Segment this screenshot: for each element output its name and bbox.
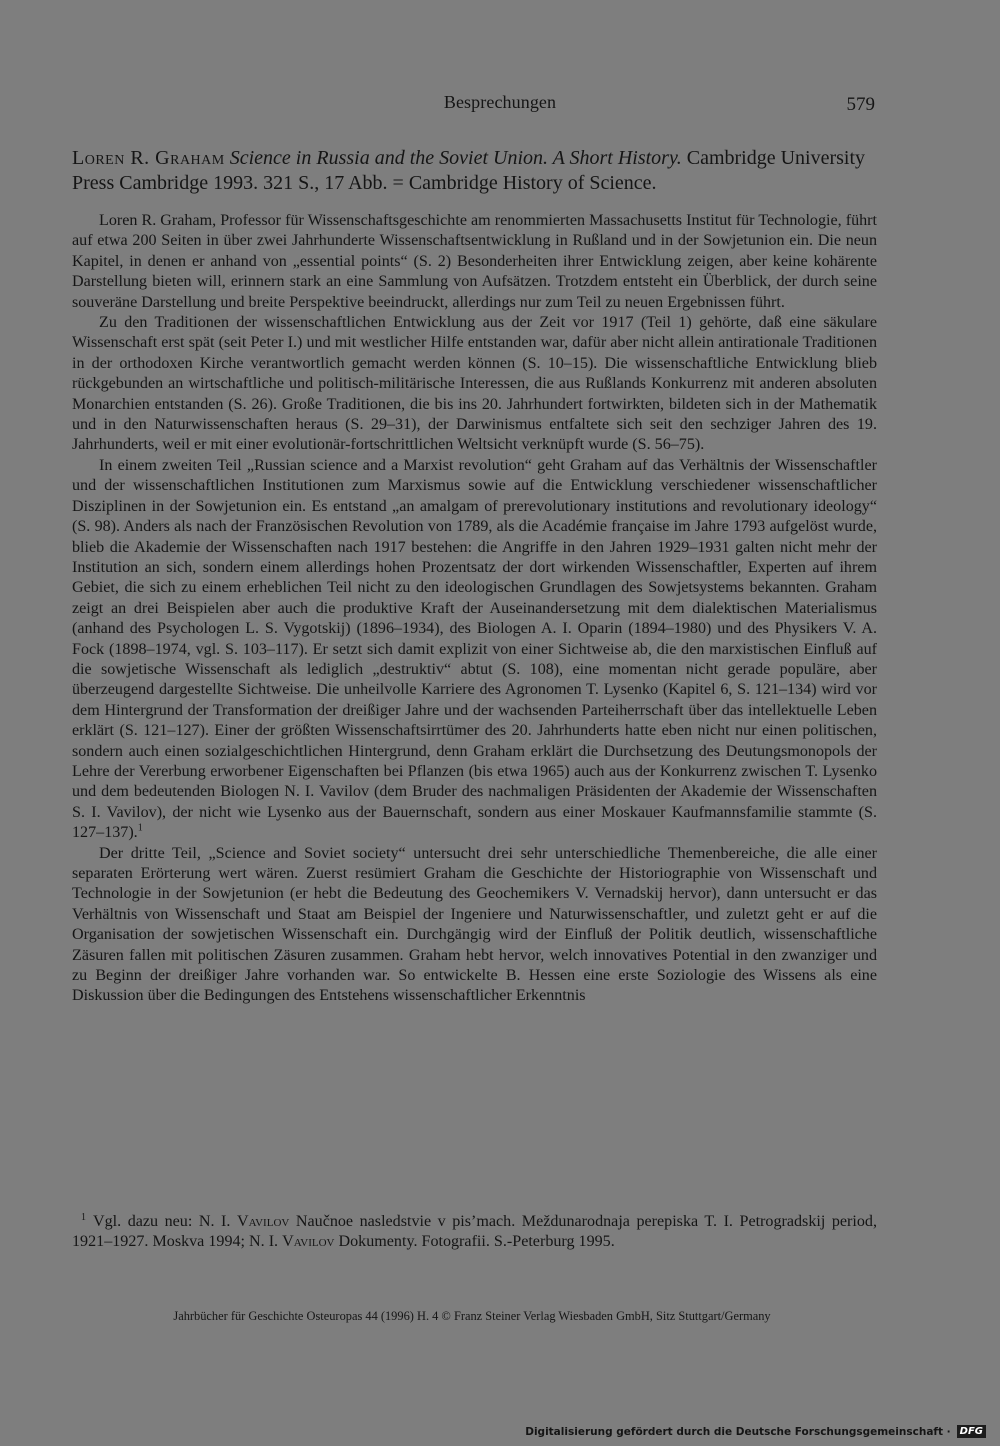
review-body [72,211,877,1007]
footnote-text: Dokumenty. Fotografii. S.-Peterburg 1995. [334,1233,615,1251]
citation-author: Loren R. Graham [72,147,225,169]
footnote-reference[interactable]: 1 [137,822,143,834]
footnote-author-name: Vavilov [282,1233,335,1251]
running-title: Besprechungen [443,92,557,112]
footnote-author-name: Vavilov [236,1213,290,1230]
paragraph: Loren R. Graham, Professor für Wissenschaftsgeschichte am renommierten Massachusetts Institut für Technologie, führt auf etwa 200 Seiten in über zwei Jahrhunderte Wissenschaftsentwicklung in Rußland und in der Sowjetunion ein. Die neun Kapitel, in denen er anhand von „essential points“ (S. 2) Besonderheiten ihrer Entwicklung zeigen, aber keine kohärente Darstellung bieten will, erinnern stark an eine Sammlung von Aufsätzen. Trotzdem entsteht ein Überblick, der durch seine souveräne Darstellung und breite Perspektive beeindruckt, allerdings nur zum Teil zu neuen Ergebnissen führt. [72,212,877,311]
footnote-text: Vgl. dazu neu: N. I. [93,1213,237,1230]
digitization-credit [525,1425,986,1438]
citation-publication: Cambridge University Press Cambridge 1993. 321 S., 17 Abb. = Cambridge History of Science. [72,147,866,194]
dfg-logo-icon: DFG [957,1425,986,1438]
paragraph: Der dritte Teil, „Science and Soviet society“ untersucht drei sehr unterschiedliche Themenbereiche, die alle einer separaten Erörterung wert wären. Zuerst resümiert Graham die Geschichte der Historiographie von Wissenschaft und Technologie in der Sowjetunion (er hebt die Bedeutung des Geochemikers V. Vernadskij hervor), dann untersucht er das Verhältnis von Wissenschaft und Staat am Beispiel der Ingeniere und Naturwissenschaftler, und zuletzt geht er auf die Organisation der sowjetischen Wissenschaft ein. Durchgängig wird der Einfluß der Politik deutlich, wissenschaftliche Zäsuren fallen mit politischen Zäsuren zusammen. Graham hebt hervor, welch innovatives Potential in den zwanziger und zu Beginn der dreißiger Jahre vorhanden war. So entwickelte B. Hessen eine erste Soziologie des Wissens als eine Diskussion über die Bedingungen des Entstehens wissenschaftlicher Erkenntnis [72,844,877,1005]
page-number: 579 [846,94,875,115]
digitization-credit-text: Digitalisierung gefördert durch die Deutsche Forschungsgemeinschaft · [525,1425,951,1438]
paragraph-text: In einem zweiten Teil „Russian science and a Marxist revolution“ geht Graham auf das Verhältnis der Wissenschaftler und der wissenschaftlichen Institutionen zum Marxismus sowie auf die Entwicklung verschiedener wissenschaftlicher Disziplinen in der Sowjetunion ein. Es entstand „an amalgam of prerevolutionary institutions and revolutionary ideology“ (S. 98). Anders als nach der Französischen Revolution von 1789, als die Académie française im Jahre 1793 aufgelöst wurde, blieb die Akademie der Wissenschaften nach 1917 bestehen: die Angriffe in den Jahren 1929–1931 galten nicht mehr der Institution an sich, sondern einem allerdings hohen Prozentsatz der dort wirkenden Wissenschaftler, Experten auf ihrem Gebiet, die sich zu einem erheblichen Teil nicht zu den ideologischen Grundlagen des Sowjetsystems bekannten. Graham zeigt an drei Beispielen aber auch die produktive Kraft der Auseinandersetzung mit dem dialektischen Materialismus (anhand des Psychologen L. S. Vygotskij) (1896–1934), des Biologen A. I. Oparin (1894–1980) und des Physikers V. A. Fock (1898–1974, vgl. S. 103–117). Er setzt sich damit explizit von einer Sichtweise ab, die den marxistischen Einfluß auf die sowjetische Wissenschaft als lediglich „destruktiv“ abtut (S. 108), eine momentan nicht gerade populäre, aber überzeugend dargestellte Sichtweise. Die unheilvolle Karriere des Agronomen T. Lysenko (Kapitel 6, S. 121–134) wird vor dem Hintergrund der Transformation der dreißiger Jahre und der wachsenden Parteiherrschaft über das intellektuelle Leben erklärt (S. 121–127). Einer der größten Wissenschaftsirrtümer des 20. Jahrhunderts hatte eben nicht nur einen politischen, sondern auch einen sozialgeschichtlichen Hintergrund, denn Graham erklärt die Durchsetzung des Deutungsmonopols der Lehre der Vererbung erworbener Eigenschaften bei Pflanzen (bis etwa 1965) auch aus der Konkurrenz zwischen T. Lysenko und dem bedeutenden Biologen N. I. Vavilov (dem Bruder des nachmaligen Präsidenten der Akademie der Wissenschaften S. I. Vavilov), der nicht wie Lysenko aus der Bauernschaft, sondern aus einer Moskauer Kaufmannsfamilie stammte (S. 127–137). [72,456,877,842]
paragraph: Zu den Traditionen der wissenschaftlichen Entwicklung aus der Zeit vor 1917 (Teil 1) gehörte, daß eine säkulare Wissenschaft erst spät (seit Peter I.) und mit westlicher Hilfe entstanden war, dafür aber nicht allein antirationale Traditionen in der orthodoxen Kirche verantwortlich gemacht werden können (S. 10–15). Die wissenschaftliche Entwicklung blieb rückgebunden an wirtschaftliche und politisch-militärische Interessen, die aus Rußlands Konkurrenz mit anderen absoluten Monarchien entstanden (S. 26). Große Traditionen, die bis ins 20. Jahrhundert fortwirkten, bildeten sich in der Mathematik und in den Naturwissenschaften heraus (S. 29–31), der Darwinismus entfaltete sich seit den sechziger Jahren des 19. Jahrhunderts, weil er mit einer evolutionär-fortschrittlichen Weltsicht verknüpft wurde (S. 56–75). [72,314,877,454]
journal-footer: Jahrbücher für Geschichte Osteuropas 44 (1996) H. 4 © Franz Steiner Verlag Wiesbaden GmbH, Sitz Stuttgart/Germany [173,1309,771,1323]
footnote-marker: 1 [81,1211,86,1223]
citation-title: Science in Russia and the Soviet Union. A Short History. [229,147,682,169]
paragraph [72,456,877,844]
review-citation [72,146,884,196]
footnote [72,1212,877,1253]
footnote-text: Naučnoe nasledstvie v pis’mach. Meždunarodnaja perepiska T. I. Petrogradskij period, 1921–1927. Moskva 1994; N. I. [72,1213,877,1251]
